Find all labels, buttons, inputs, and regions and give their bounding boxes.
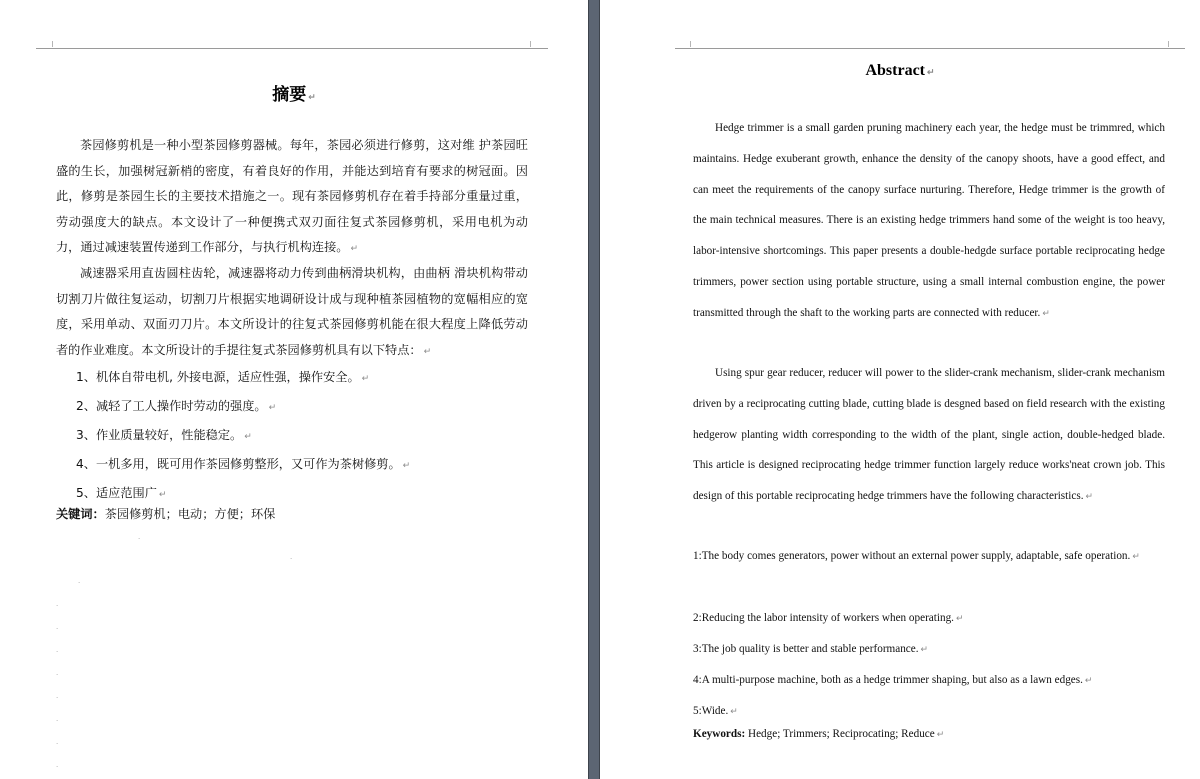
feature-item: 5:Wide. ↵ [693,705,738,717]
keywords-label: 关键词： [56,507,105,521]
empty-paragraph-mark: . [56,692,59,700]
feature-item: 5、适应范围广 ↵ [76,486,167,500]
header-margin-line [675,48,1185,49]
feature-item: 4:A multi-purpose machine, both as a hedge trimmer shaping, but also as a lawn edges. ↵ [693,674,1093,686]
keywords-value: Hedge; Trimmers; Reciprocating; Reduce [748,728,935,740]
feature-item: 2:Reducing the labor intensity of workers when operating. ↵ [693,612,964,624]
paragraph-mark-icon: ↵ [244,432,252,442]
abstract-title-chinese: 摘要 ↵ [272,85,316,105]
paragraph-mark-icon: ↵ [936,729,945,739]
paragraph-mark-icon: ↵ [927,67,935,77]
feature-item: 3:The job quality is better and stable performance. ↵ [693,643,929,655]
keywords-value: 茶园修剪机；电动；方便；环保 [104,507,276,521]
header-margin-line [36,48,548,49]
margin-corner-mark [1168,41,1169,47]
paragraph-mark-icon: ↵ [268,403,277,413]
empty-paragraph-mark: . [56,623,59,631]
paragraph-mark-icon: ↵ [1084,675,1093,685]
keywords-line-english [693,728,944,740]
abstract-paragraph-2: 减速器采用直齿圆柱齿轮，减速器将动力传到曲柄滑块机构，由曲柄 滑块机构带动切割刀片做往复运动，切割刀片根据实地调研设计成与现种植茶园植物的宽幅相应的宽度，采用单动、双面刃刀片。本文所设计的往复式茶园修剪机能在很大程度上降低劳动者的作业难度。本文所设计的手提往复式茶园修剪机具有以下特点： ↵ [56,266,528,357]
abstract-title-english: Abstract ↵ [865,62,935,79]
empty-paragraph-mark: . [56,761,59,769]
paragraph-mark-icon: ↵ [1042,307,1050,318]
margin-corner-mark [530,41,531,47]
paragraph-mark-icon: ↵ [920,644,929,654]
keywords-line-chinese [56,505,275,522]
paragraph-mark-icon: ↵ [955,613,964,623]
paragraph-mark-icon: ↵ [1132,551,1140,561]
empty-paragraph-mark: . [290,553,293,561]
feature-item: 2、减轻了工人操作时劳动的强度。 ↵ [76,399,277,413]
paragraph-mark-icon: ↵ [361,374,370,384]
empty-paragraph-mark: . [56,669,59,677]
page-chinese [0,0,588,779]
empty-paragraph-mark: . [138,533,141,541]
abstract-paragraph-2: Using spur gear reducer, reducer will power to the slider-crank mechanism, slider-crank mechanism driven by a reciprocating cutting blade, cutting blade is desgned based on field research with the existing hedgerow planting width corresponding to the width of the plant, single action, double-hedged blade. This article is designed reciprocating hedge trimmer function largely reduce works'neat crown job. This design of this portable reciprocating hedge trimmers have the following characteristics. ↵ [693,367,1165,503]
paragraph-mark-icon: ↵ [423,346,432,357]
empty-paragraph-mark: . [56,646,59,654]
feature-item: 3、作业质量较好，性能稳定。 ↵ [76,428,252,442]
page-separator [588,0,600,779]
paragraph-mark-icon: ↵ [730,706,738,716]
paragraph-mark-icon: ↵ [402,461,411,471]
margin-corner-mark [52,41,53,47]
feature-item: 1、机体自带电机, 外接电源，适应性强，操作安全。 ↵ [76,370,370,384]
paragraph-mark-icon: ↵ [350,244,359,254]
paragraph-mark-icon: ↵ [308,93,316,103]
empty-paragraph-mark: . [56,715,59,723]
empty-paragraph-mark: . [56,738,59,746]
feature-item: 4、一机多用，既可用作茶园修剪整形，又可作为茶树修剪。 ↵ [76,457,411,471]
empty-paragraph-mark: . [56,600,59,608]
page-english [600,0,1200,779]
paragraph-mark-icon: ↵ [1085,491,1094,502]
paragraph-mark-icon: ↵ [158,490,167,500]
empty-paragraph-mark: . [78,577,81,585]
keywords-label: Keywords: [693,728,746,740]
abstract-paragraph-1: Hedge trimmer is a small garden pruning machinery each year, the hedge must be trimmred, which maintains. Hedge exuberant growth, enhance the density of the canopy shoots, have a good effect, and can meet the requirements of the canopy surface nurturing. Therefore, Hedge trimmer is the growth of the main technical measures. There is an existing hedge trimmers hand some of the weight is too heavy, labor-intensive shortcomings. This paper presents a double-hedgde surface portable reciprocating hedge trimmers, power section using portable structure, using a small internal combustion engine, the power transmitted through the shaft to the working parts are connected with reducer. ↵ [693,122,1165,319]
abstract-paragraph-1: 茶园修剪机是一种小型茶园修剪器械。每年，茶园必须进行修剪，这对维 护茶园旺盛的生长，加强树冠新梢的密度，有着良好的作用，并能达到培育有要求的树冠面。因此，修剪是茶园生长的主要技术措施之一。现有茶园修剪机存在着手持部分重量过重，劳动强度大的缺点。本文设计了一种便携式双刃面往复式茶园修剪机，采用电机为动力，通过减速装置传递到工作部分，与执行机构连接。 ↵ [56,138,528,254]
feature-item: 1:The body comes generators, power without an external power supply, adaptable, safe operation. ↵ [693,550,1140,562]
margin-corner-mark [690,41,691,47]
